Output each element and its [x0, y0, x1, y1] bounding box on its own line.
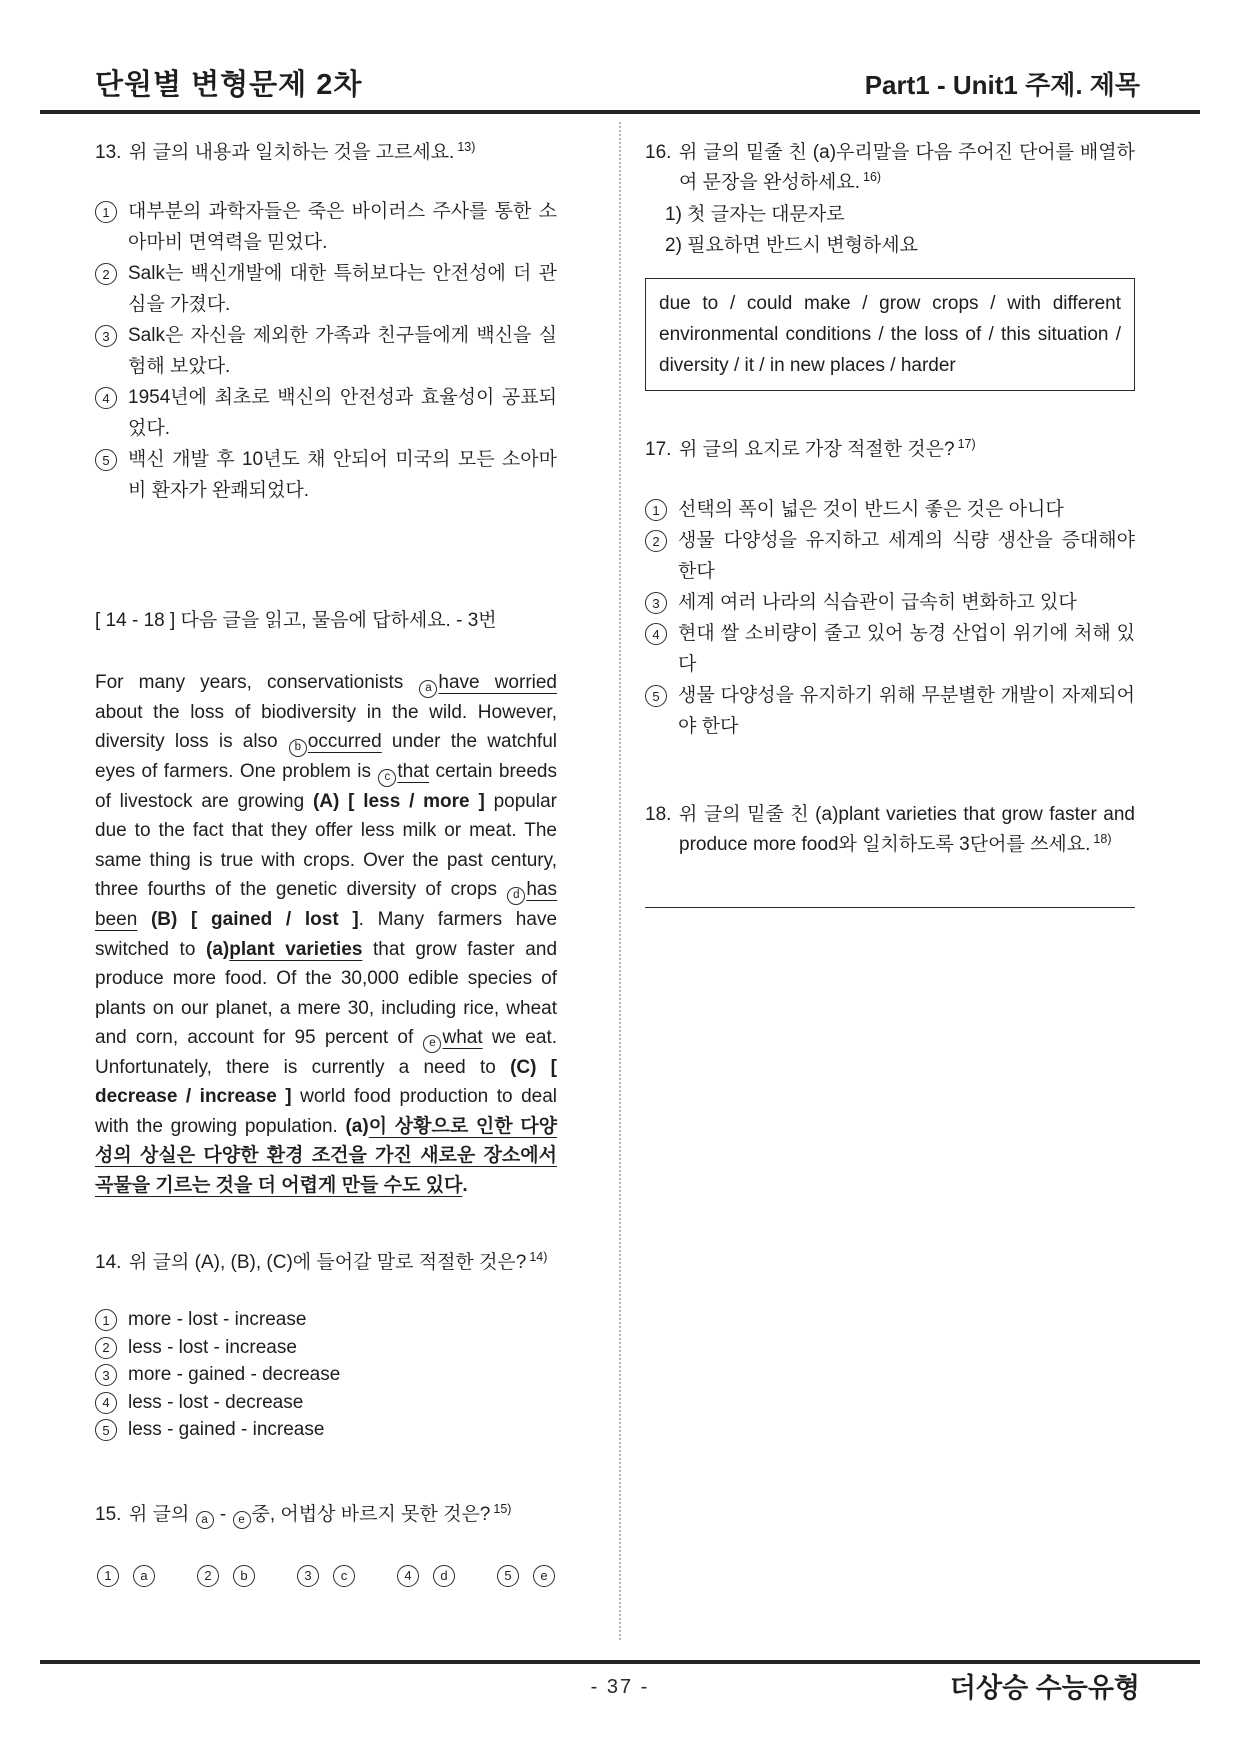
option-text: 현대 쌀 소비량이 줄고 있어 농경 산업이 위기에 처해 있다 [678, 623, 1135, 675]
passage-text-segment: we eat. Unfortunately, there is currently a need to [95, 1027, 558, 1078]
option-row [95, 1361, 557, 1389]
page-header [95, 62, 1140, 103]
question-footnote-ref: 14) [529, 1250, 548, 1265]
question-17 [645, 435, 1135, 742]
option-marker: 3 [95, 1364, 117, 1386]
question-text [129, 1500, 557, 1531]
option-text: 생물 다양성을 유지하고 세계의 식량 생산을 증대해야 한다 [678, 530, 1135, 582]
circled-letter-marker: d [507, 887, 525, 905]
option-marker: 3 [645, 592, 667, 614]
question-15-options [95, 1565, 557, 1587]
option-marker: 1 [97, 1565, 119, 1587]
passage-text-segment: certain breeds of livestock are growing [95, 761, 557, 812]
option-text: 생물 다양성을 유지하기 위해 무분별한 개발이 자제되어야 한다 [678, 685, 1135, 737]
left-column [95, 138, 557, 1587]
passage-text-segment: plant varieties [229, 938, 363, 960]
question-number: 16. [645, 142, 672, 163]
passage-text-segment: about the loss of biodiversity in the wild. However, diversity loss is also [95, 701, 557, 753]
option-letter: e [533, 1565, 555, 1587]
option-text: 백신 개발 후 10년도 채 안되어 미국의 모든 소아마비 환자가 완쾌되었다. [128, 449, 557, 501]
option-marker: 3 [95, 325, 117, 347]
passage-text-segment: what [442, 1027, 483, 1048]
option-text: 1954년에 최초로 백신의 안전성과 효율성이 공표되었다. [128, 387, 557, 439]
option-text: more - lost - increase [128, 1309, 307, 1331]
page-number: - 37 - [590, 1676, 650, 1698]
question-15-title [95, 1500, 557, 1531]
option-row [645, 494, 1135, 525]
option-letter: d [433, 1565, 455, 1587]
reading-passage [95, 668, 557, 1200]
option-pair [97, 1565, 155, 1587]
passage-text-segment: (B) [ gained / lost ] [150, 909, 359, 930]
circled-letter-marker: e [233, 1511, 251, 1529]
option-row [95, 196, 557, 258]
option-pair [197, 1565, 255, 1587]
option-row [95, 320, 557, 382]
passage-text-segment: under the watchful eyes of farmers. One problem is [95, 731, 557, 782]
passage-text-segment: . Many farmers have switched to [95, 909, 558, 960]
question-footnote-ref: 18) [1093, 832, 1112, 846]
option-marker: 3 [297, 1565, 319, 1587]
question-17-title [645, 435, 1135, 466]
question-footnote-ref: 13) [457, 140, 476, 154]
option-row [645, 525, 1135, 587]
circled-letter-marker: a [419, 680, 437, 698]
section-header: [ 14 - 18 ] 다음 글을 읽고, 물음에 답하세요. - 3번 [95, 610, 497, 631]
passage-text-segment: . [462, 1174, 468, 1196]
answer-line [645, 907, 1135, 908]
question-15 [95, 1500, 557, 1587]
question-14 [95, 1248, 557, 1444]
circled-letter-marker: c [378, 769, 396, 787]
circled-letter-marker: b [289, 739, 307, 757]
passage-text-segment: (a) [206, 938, 230, 960]
option-row [645, 587, 1135, 618]
passage-text-segment: 이 상황으로 인한 다양성의 상실은 다양한 환경 조건을 가진 새로운 장소에서 곡물을 기르는 것을 더 어렵게 만들 수도 있다 [95, 1115, 557, 1196]
question-number: 14. [95, 1252, 122, 1274]
option-pair [497, 1565, 555, 1587]
question-16-title [645, 138, 1135, 199]
option-text: more - gained - decrease [128, 1364, 341, 1386]
circled-letter-marker: a [196, 1511, 214, 1529]
word-bank-box: due to / could make / grow crops / with different environmental conditions / the loss of / this situation / diversity / it / in new places / harder [645, 278, 1135, 391]
question-13-title [95, 138, 557, 169]
passage-text-segment: world food production to deal with the growing population. [95, 1086, 557, 1137]
option-letter: a [133, 1565, 155, 1587]
option-marker: 1 [95, 201, 117, 223]
passage-text-segment: that grow faster and produce more food. Of the 30,000 edible species of plants on our planet, a mere 30, including rice, wheat and corn, account for 95 percent of [95, 938, 558, 1048]
option-marker: 4 [95, 1392, 117, 1414]
option-row [95, 1306, 557, 1334]
question-16-note: 1) 첫 글자는 대문자로 [665, 204, 845, 225]
right-column [645, 138, 1135, 908]
option-text: 세계 여러 나라의 식습관이 급속히 변화하고 있다 [678, 592, 1077, 613]
passage-text-segment: (C) [ decrease / increase ] [95, 1056, 557, 1108]
question-text [679, 800, 1135, 861]
option-row [645, 680, 1135, 742]
question-18 [645, 800, 1135, 908]
question-text-body: 위 글의 밑줄 친 (a)plant varieties that grow faster and produce more food와 일치하도록 3단어를 쓰세요. [679, 804, 1135, 855]
option-marker: 2 [645, 530, 667, 552]
option-row [95, 1334, 557, 1362]
option-marker: 5 [645, 685, 667, 707]
question-number: 18. [645, 804, 672, 825]
passage-text-segment: For many years, conservationists [95, 672, 419, 693]
brand-name: 더상승 수능유형 [949, 1673, 1140, 1703]
option-row [95, 382, 557, 444]
question-number: 13. [95, 142, 122, 163]
header-left-title: 단원별 변형문제 2차 [95, 69, 363, 101]
question-17-options [645, 494, 1135, 742]
header-rule [40, 110, 1200, 114]
option-marker: 5 [95, 449, 117, 471]
passage-text-segment: - [214, 1503, 232, 1525]
question-13 [95, 138, 557, 506]
option-marker: 5 [95, 1419, 117, 1441]
question-16 [645, 138, 1135, 391]
option-letter: b [233, 1565, 255, 1587]
option-text: less - lost - decrease [128, 1391, 304, 1413]
question-text [129, 1248, 557, 1279]
passage-text-segment: popular due to the fact that they offer less milk or meat. The same thing is true with crops. Over the past century, three fourths of the genetic diversity of crops [95, 790, 557, 901]
option-marker: 1 [645, 499, 667, 521]
question-text-body: 위 글의 (A), (B), (C)에 들어갈 말로 적절한 것은? [129, 1252, 527, 1274]
option-pair [397, 1565, 455, 1587]
option-marker: 5 [497, 1565, 519, 1587]
question-number: 17. [645, 439, 672, 460]
option-row [95, 1416, 557, 1444]
question-text-body [129, 1504, 490, 1525]
question-footnote-ref: 15) [493, 1501, 512, 1516]
question-13-options [95, 196, 557, 506]
question-text-body: 위 글의 밑줄 친 (a)우리말을 다음 주어진 단어를 배열하여 문장을 완성하세요. [679, 142, 1135, 193]
passage-text-segment: have worried [438, 672, 558, 693]
question-text-body: 위 글의 내용과 일치하는 것을 고르세요. [129, 142, 455, 163]
option-letter: c [333, 1565, 355, 1587]
option-row [95, 444, 557, 506]
question-14-options [95, 1306, 557, 1444]
question-text [679, 435, 1135, 466]
header-right-title: Part1 - Unit1 주제. 제목 [864, 70, 1140, 100]
question-16-note: 2) 필요하면 반드시 변형하세요 [665, 235, 918, 256]
option-row [645, 618, 1135, 680]
option-marker: 1 [95, 1309, 117, 1331]
question-footnote-ref: 16) [863, 170, 882, 184]
option-text: less - lost - increase [128, 1336, 297, 1358]
question-text-body: 위 글의 요지로 가장 적절한 것은? [679, 439, 955, 460]
question-text [129, 138, 557, 169]
option-text: Salk은 자신을 제외한 가족과 친구들에게 백신을 실험해 보았다. [128, 325, 557, 377]
option-marker: 2 [197, 1565, 219, 1587]
passage-text-segment: 중, 어법상 바르지 못한 것은? [251, 1503, 491, 1525]
option-text: 대부분의 과학자들은 죽은 바이러스 주사를 통한 소아마비 면역력을 믿었다. [128, 201, 557, 253]
question-footnote-ref: 17) [957, 437, 976, 451]
option-text: Salk는 백신개발에 대한 특허보다는 안전성에 더 관심을 가졌다. [128, 263, 557, 315]
passage-text-segment: that [397, 761, 430, 782]
circled-letter-marker: e [423, 1035, 441, 1053]
passage-text-segment: 위 글의 [129, 1503, 195, 1525]
footer-rule [40, 1660, 1200, 1664]
option-marker: 2 [95, 263, 117, 285]
passage-text-segment [137, 909, 151, 930]
option-text: 선택의 폭이 넓은 것이 반드시 좋은 것은 아니다 [678, 499, 1064, 520]
question-18-title [645, 800, 1135, 861]
question-text [679, 138, 1135, 199]
option-pair [297, 1565, 355, 1587]
question-number: 15. [95, 1503, 122, 1525]
passage-text-segment: has been [95, 879, 557, 930]
option-marker: 4 [397, 1565, 419, 1587]
passage-text-segment: occurred [307, 731, 382, 753]
option-marker: 4 [645, 623, 667, 645]
option-row [95, 1389, 557, 1417]
passage-text-segment: (A) [ less / more ] [312, 790, 485, 812]
column-divider [619, 122, 621, 1640]
question-14-title [95, 1248, 557, 1279]
option-marker: 4 [95, 387, 117, 409]
passage-text-segment: (a) [345, 1115, 369, 1137]
option-row [95, 258, 557, 320]
option-marker: 2 [95, 1337, 117, 1359]
option-text: less - gained - increase [128, 1419, 325, 1441]
